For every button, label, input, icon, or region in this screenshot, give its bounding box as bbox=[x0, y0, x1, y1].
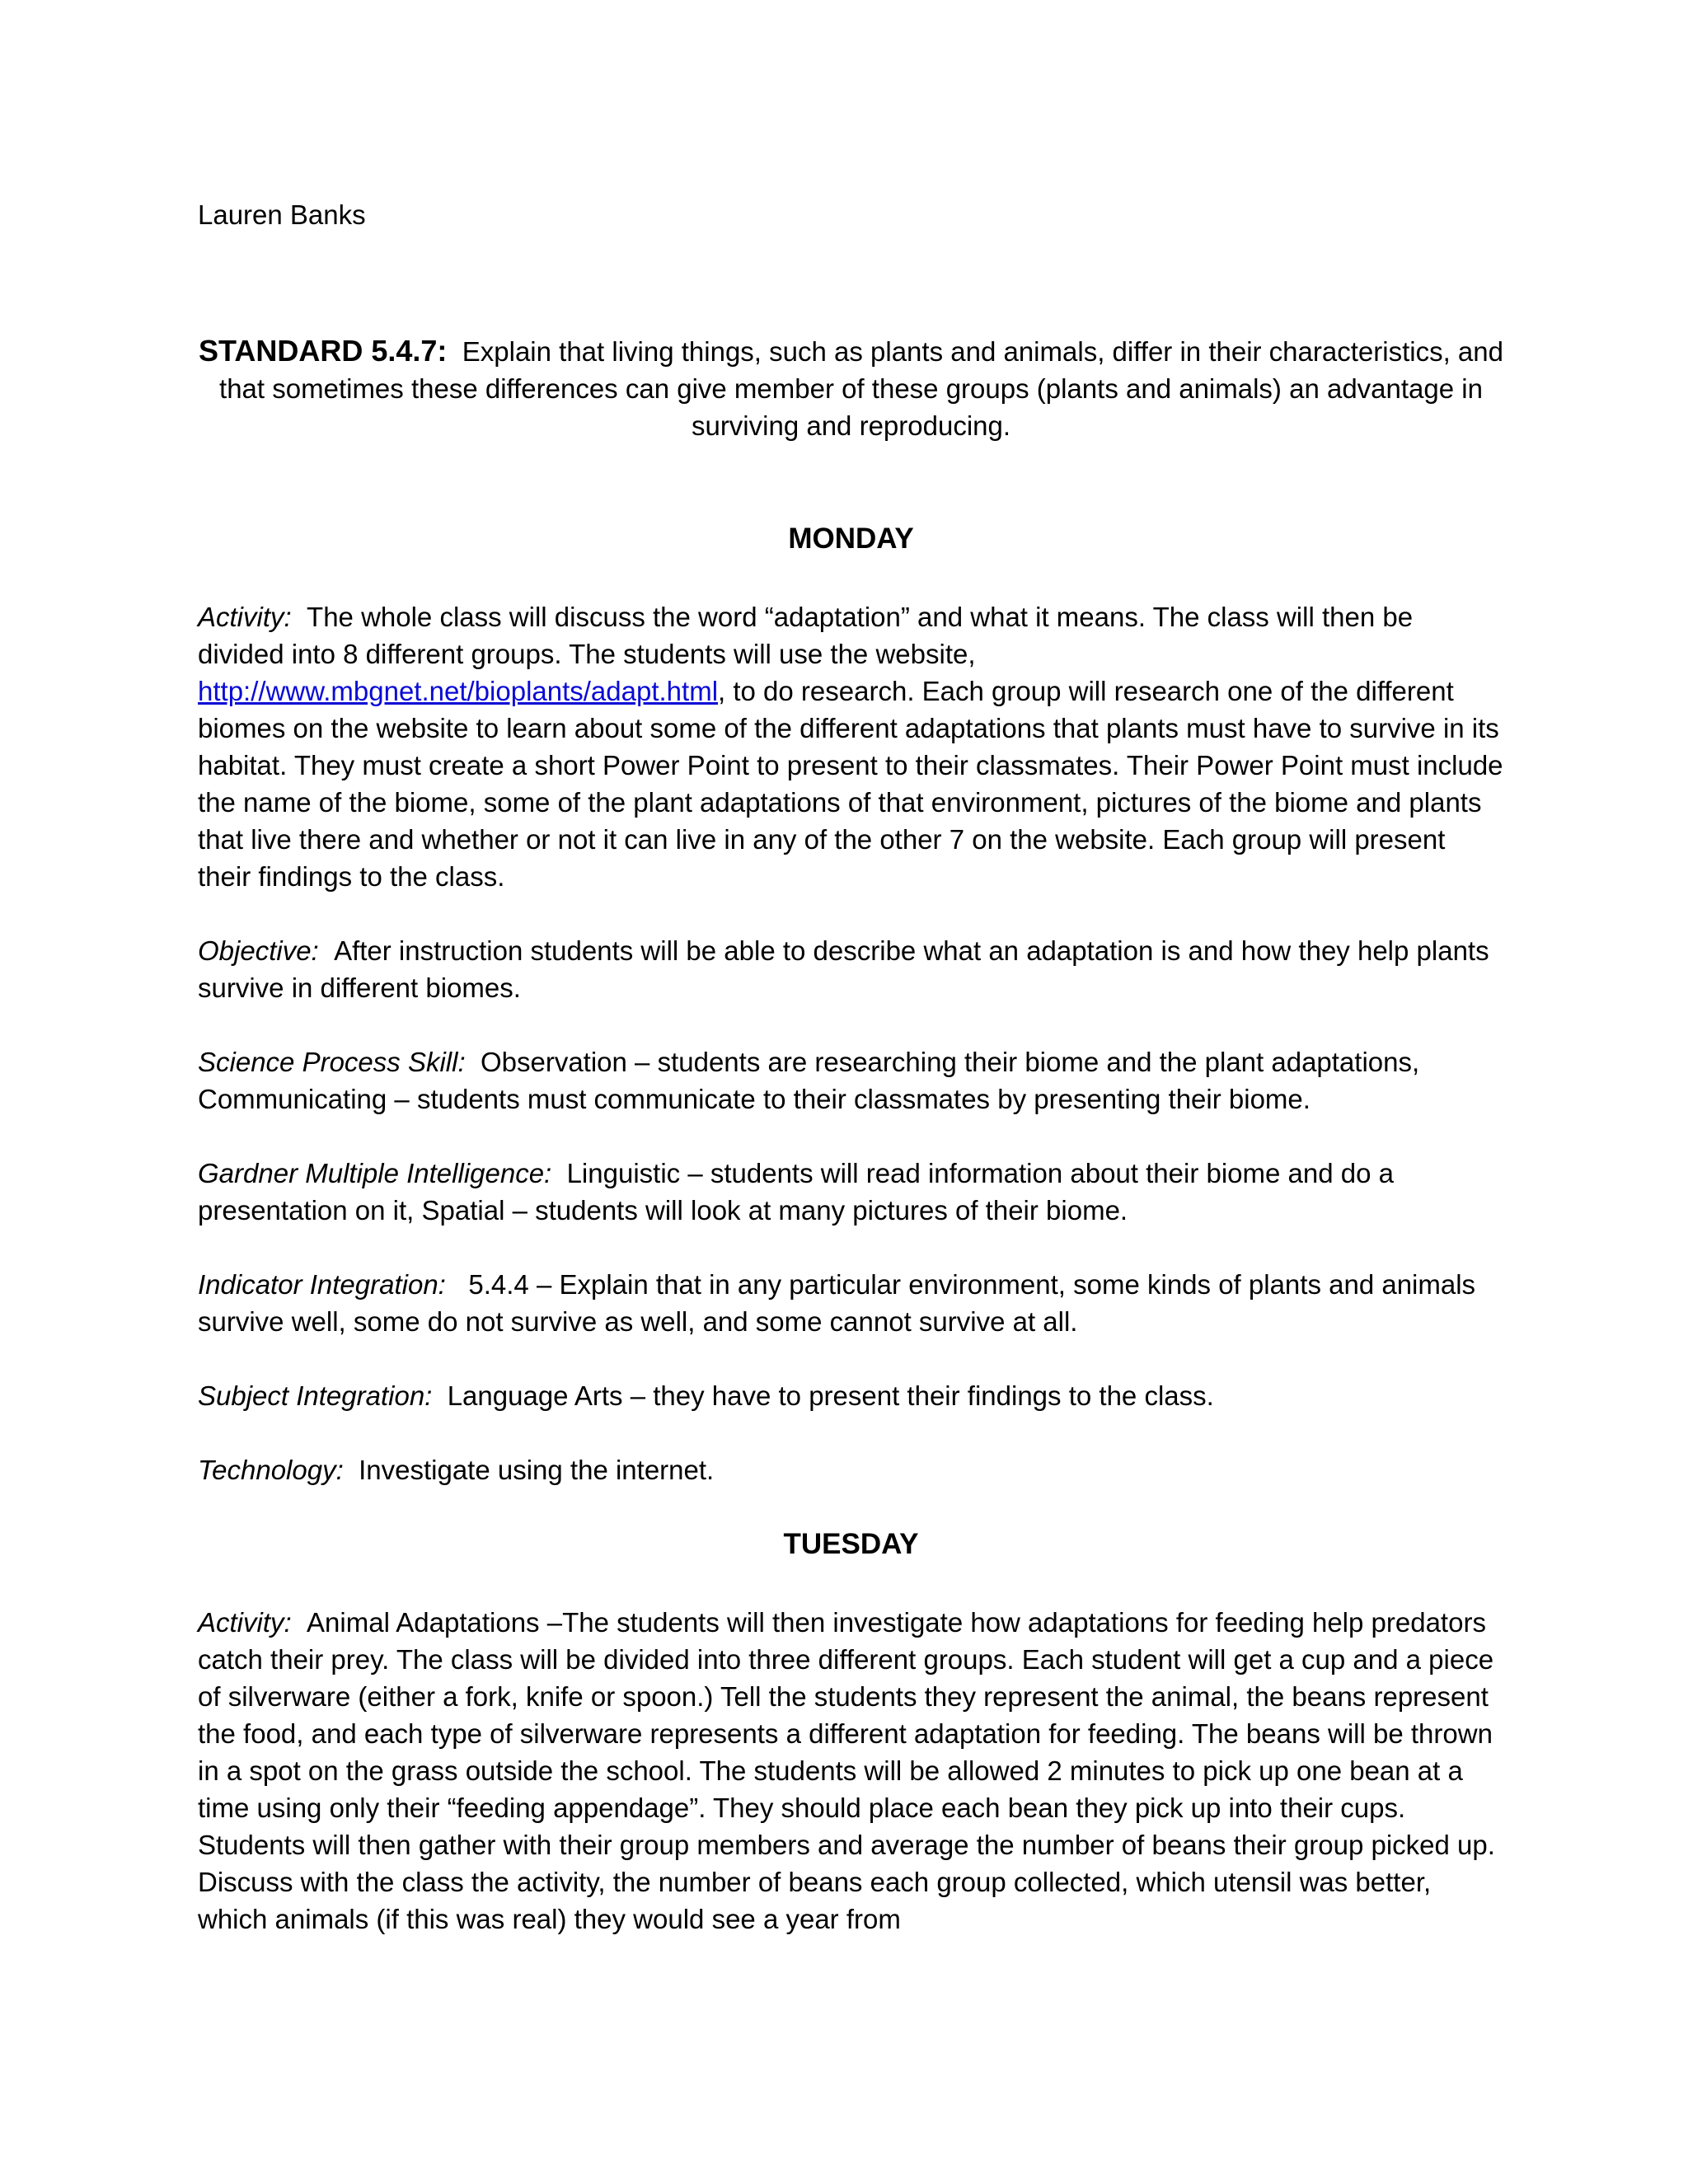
standard-statement bbox=[198, 332, 1504, 444]
objective-label: Objective: bbox=[198, 935, 319, 966]
gardner-text: Linguistic – students will read information about their biome and do a presentation on it, Spatial – students will look at many pictures of their biome. bbox=[198, 1158, 1395, 1226]
monday-activity-text-2: , to do research. Each group will research one of the different biomes on the website to learn about some of the different adaptations that plants must have to survive in its habitat. They must create a short Power Point to present to their classmates. Their Power Point must include the name of the biome, some of the plant adaptations of that environment, pictures of the biome and plants that live there and whether or not it can live in any of the other 7 on the website. Each group will present their findings to the class. bbox=[198, 676, 1503, 892]
monday-science-process-skill bbox=[198, 1043, 1504, 1118]
subject-integration-text: Language Arts – they have to present their findings to the class. bbox=[447, 1380, 1214, 1411]
monday-activity-label: Activity: bbox=[198, 602, 292, 632]
monday-activity bbox=[198, 598, 1504, 895]
gardner-label: Gardner Multiple Intelligence: bbox=[198, 1158, 552, 1188]
monday-gardner-intelligence bbox=[198, 1155, 1504, 1229]
tuesday-activity-text: Animal Adaptations –The students will then investigate how adaptations for feeding help predators catch their prey. The class will be divided into three different groups. Each student will get a cup and a piece of silverware (either a fork, knife or spoon.) Tell the students they represent the animal, the beans represent the food, and each type of silverware represents a different adaptation for feeding. The beans will be thrown in a spot on the grass outside the school. The students will be allowed 2 minutes to pick up one bean at a time using only their “feeding appendage”. They should place each bean they pick up into their cups. Students will then gather with their group members and average the number of beans their group picked up. Discuss with the class the activity, the number of beans each group collected, which utensil was better, which animals (if this was real) they would see a year from bbox=[198, 1607, 1495, 1934]
monday-indicator-integration bbox=[198, 1266, 1504, 1340]
science-process-skill-text: Observation – students are researching their biome and the plant adaptations, Communicating – students must communicate to their classmates by presenting their biome. bbox=[198, 1047, 1420, 1114]
standard-label: STANDARD 5.4.7: bbox=[199, 334, 448, 368]
science-process-skill-label: Science Process Skill: bbox=[198, 1047, 466, 1077]
tuesday-heading: TUESDAY bbox=[783, 1528, 919, 1560]
monday-objective bbox=[198, 932, 1504, 1006]
standard-text: Explain that living things, such as plants and animals, differ in their characteristics, and that sometimes these differences can give member of these groups (plants and animals) an advantage in surviving and reproducing. bbox=[219, 336, 1503, 441]
author-name: Lauren Banks bbox=[198, 199, 366, 230]
objective-text: After instruction students will be able to describe what an adaptation is and how they help plants survive in different biomes. bbox=[198, 935, 1489, 1003]
technology-label: Technology: bbox=[198, 1455, 344, 1485]
indicator-integration-text: 5.4.4 – Explain that in any particular environment, some kinds of plants and animals survive well, some do not survive as well, and some cannot survive at all. bbox=[198, 1269, 1476, 1337]
monday-heading: MONDAY bbox=[788, 523, 914, 555]
tuesday-activity bbox=[198, 1604, 1504, 1938]
technology-text: Investigate using the internet. bbox=[359, 1455, 715, 1485]
monday-activity-text-1: The whole class will discuss the word “adaptation” and what it means. The class will then be divided into 8 different groups. The students will use the website, bbox=[198, 602, 1414, 669]
document-page bbox=[198, 196, 1504, 1938]
subject-integration-label: Subject Integration: bbox=[198, 1380, 433, 1411]
website-link[interactable]: http://www.mbgnet.net/bioplants/adapt.html bbox=[198, 676, 719, 706]
indicator-integration-label: Indicator Integration: bbox=[198, 1269, 446, 1300]
monday-subject-integration bbox=[198, 1377, 1504, 1414]
tuesday-activity-label: Activity: bbox=[198, 1607, 292, 1638]
monday-technology bbox=[198, 1451, 1504, 1488]
